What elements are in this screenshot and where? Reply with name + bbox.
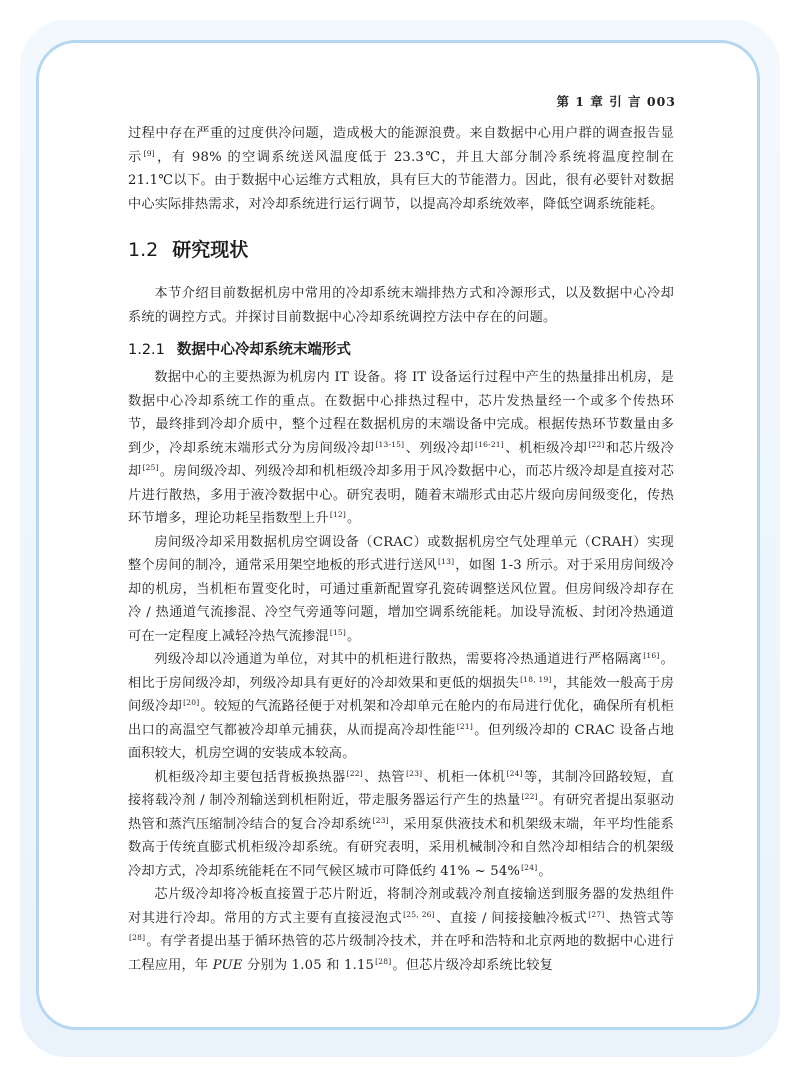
- running-head: 第 1 章 引 言 003: [556, 94, 676, 109]
- section-heading: [128, 238, 674, 262]
- citation: [22]: [521, 792, 538, 801]
- subsection-title: 数据中心冷却系统末端形式: [176, 342, 351, 358]
- citation: [9]: [143, 148, 155, 158]
- citation: [28]: [375, 956, 392, 966]
- paragraph-row-cooling: 列级冷却以冷通道为单位，对其中的机柜进行散热，需要将冷热通道进行严格隔离[16]。相比于房间级冷却，列级冷却具有更好的冷却效果和更低的烟损失[18, 19]，其能效一般高于房间级冷却[20]。较短的气流路径便于对机架和冷却单元在舱内的布局进行优化，确保所有机柜出口的高温空气都被冷却单元捕获，从而提高冷却性能[21]。但列级冷却的 CRAC 设备占地面积较大，机房空调的安装成本较高。: [128, 651, 675, 761]
- citation: [22]: [588, 439, 605, 449]
- citation: [20]: [183, 698, 200, 707]
- citation: [22]: [346, 768, 363, 778]
- citation: [24]: [521, 862, 538, 872]
- citation: [21]: [456, 721, 473, 731]
- citation: [25, 26]: [403, 909, 435, 919]
- citation: [27]: [588, 909, 605, 919]
- paragraph-section-intro: 本节介绍目前数据机房中常用的冷却系统末端排热方式和冷源形式，以及数据中心冷却系统的调控方式。并探讨目前数据中心冷却系统调控方法中存在的问题。: [128, 286, 674, 325]
- paragraph-heat-source: 数据中心的主要热源为机房内 IT 设备。将 IT 设备运行过程中产生的热量排出机房，是数据中心冷却系统工作的重点。在数据中心排热过程中，芯片发热量经一个或多个传热环节，最终排到冷却介质中，整个过程在数据机房的末端设备中完成。根据传热环节数量由多到少，冷却系统末端形式分为房间级冷却[13-15]、列级冷却[16-21]、机柜级冷却[22]和芯片级冷却[25]。房间级冷却、列级冷却和机柜级冷却多用于风冷数据中心，而芯片级冷却是直接对芯片进行散热，多用于液冷数据中心。研究表明，随着末端形式由芯片级向房间级变化，传热环节增多，理论功耗呈指数型上升[12]。: [128, 370, 674, 526]
- paragraph-rack-cooling: 机柜级冷却主要包括背板换热器[22]、热管[23]、机柜一体机[24]等，其制冷回路较短，直接将载冷剂 / 制冷剂输送到机柜附近，带走服务器运行产生的热量[22]。有研究者提出泵驱动热管和蒸汽压缩制冷结合的复合冷却系统[23]，采用泵供液技术和机架级末端，年平均性能系数高于传统直膨式机柜级冷却系统。有研究表明，采用机械制冷和自然冷却相结合的机架级冷却方式，冷却系统能耗在不同气候区城市可降低约 41% ~ 54%[24]。: [128, 768, 675, 879]
- citation: [13-15]: [375, 439, 405, 449]
- section-number: 1.2: [128, 239, 159, 261]
- pue-term: PUE: [212, 957, 243, 973]
- page-body: [128, 122, 674, 977]
- citation: [15]: [329, 627, 347, 637]
- citation: [13]: [438, 557, 455, 566]
- section-title: 研究现状: [172, 239, 249, 261]
- citation: [16]: [643, 651, 660, 660]
- paragraph-over-cooling: 过程中存在严重的过度供冷问题，造成极大的能源浪费。来自数据中心用户群的调查报告显示[9]，有 98% 的空调系统送风温度低于 23.3℃，并且大部分制冷系统将温度控制在 21.1℃以下。由于数据中心运维方式粗放，具有巨大的节能潜力。因此，很有必要针对数据中心实际排热需求，对冷却系统进行运行调节，以提高冷却系统效率，降低空调系统能耗。: [128, 126, 675, 212]
- paragraph-chip-cooling: 芯片级冷却将冷板直接置于芯片附近，将制冷剂或载冷剂直接输送到服务器的发热组件对其进行冷却。常用的方式主要有直接浸泡式[25, 26]、直接 / 间接接触冷板式[27]、热管式等[28]。有学者提出基于循环热管的芯片级制冷技术，并在呼和浩特和北京两地的数据中心进行工程应用，年 PUE 分别为 1.05 和 1.15[28]。但芯片级冷却系统比较复: [128, 887, 675, 973]
- subsection-number: 1.2.1: [128, 342, 165, 358]
- citation: [16-21]: [475, 439, 504, 449]
- citation: [28]: [129, 933, 146, 942]
- citation: [18, 19]: [520, 674, 552, 684]
- paragraph-room-cooling: 房间级冷却采用数据机房空调设备（CRAC）或数据机房空气处理单元（CRAH）实现整个房间的制冷，通常采用架空地板的形式进行送风[13]，如图 1-3 所示。对于采用房间级冷却的机房，当机柜布置变化时，可通过重新配置穿孔瓷砖调整送风位置。但房间级冷却存在冷 / 热通道气流掺混、冷空气旁通等问题，增加空调系统能耗。加设导流板、封闭冷热通道可在一定程度上减轻冷热气流掺混[15]。: [128, 534, 674, 644]
- citation: [24]: [506, 768, 523, 778]
- citation: [25]: [142, 463, 159, 472]
- citation: [23]: [372, 815, 389, 825]
- subsection-heading: [128, 339, 674, 361]
- citation: [12]: [329, 510, 347, 519]
- citation: [23]: [406, 768, 423, 778]
